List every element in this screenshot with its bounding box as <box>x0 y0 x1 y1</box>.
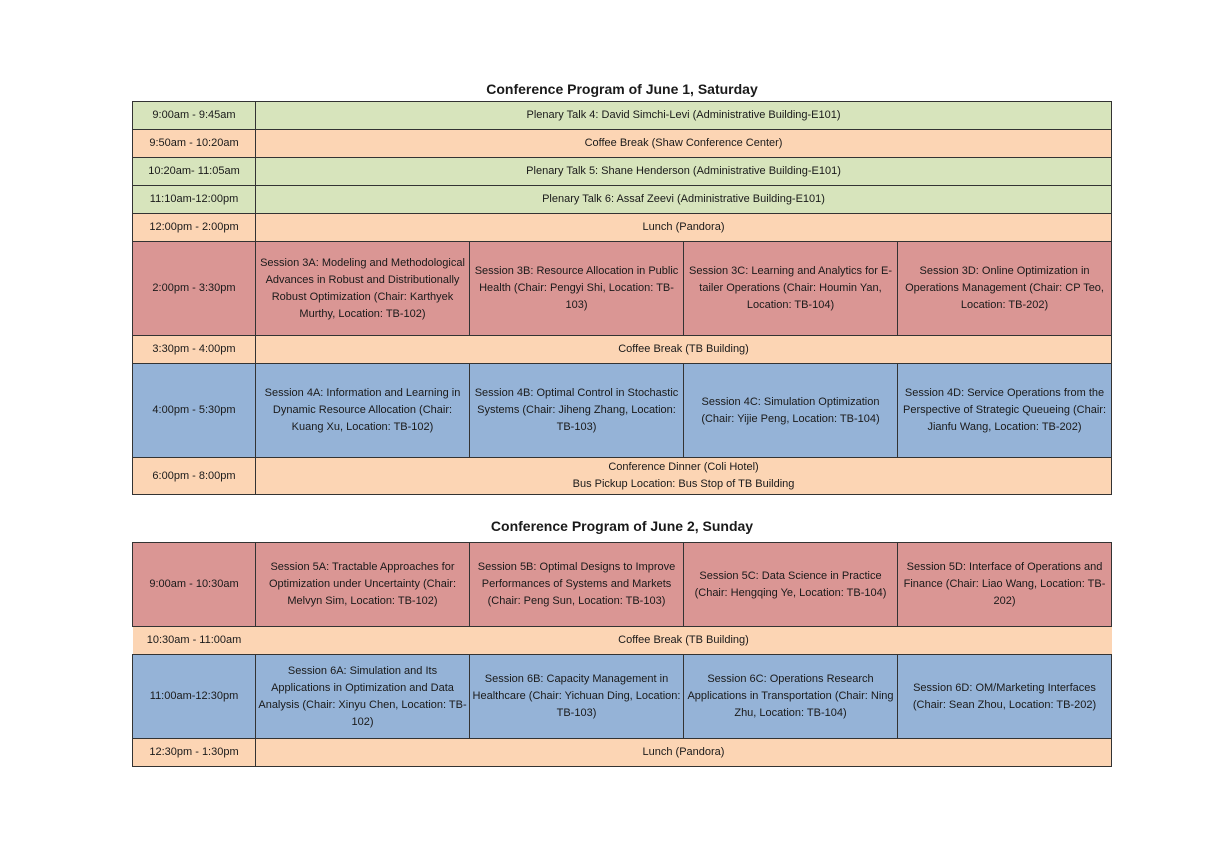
table-row <box>133 458 1112 495</box>
event-cell: Coffee Break (TB Building) <box>256 627 1112 655</box>
session-cell: Session 6D: OM/Marketing Interfaces (Chair: Sean Zhou, Location: TB-202) <box>898 655 1112 739</box>
time-cell: 6:00pm - 8:00pm <box>133 458 256 495</box>
event-cell <box>256 458 1112 495</box>
event-cell: Plenary Talk 6: Assaf Zeevi (Administrative Building-E101) <box>256 186 1112 214</box>
time-cell: 3:30pm - 4:00pm <box>133 336 256 364</box>
event-cell: Lunch (Pandora) <box>256 739 1112 767</box>
day2-schedule-table <box>132 542 1112 767</box>
table-row <box>133 214 1112 242</box>
session-cell: Session 3A: Modeling and Methodological Advances in Robust and Distributionally Robust Optimization (Chair: Karthyek Murthy, Location: TB-102) <box>256 242 470 336</box>
table-row <box>133 543 1112 627</box>
session-cell: Session 5B: Optimal Designs to Improve Performances of Systems and Markets (Chair: Peng Sun, Location: TB-103) <box>470 543 684 627</box>
session-cell: Session 5C: Data Science in Practice (Chair: Hengqing Ye, Location: TB-104) <box>684 543 898 627</box>
time-cell: 9:00am - 9:45am <box>133 102 256 130</box>
event-cell: Coffee Break (Shaw Conference Center) <box>256 130 1112 158</box>
time-cell: 12:00pm - 2:00pm <box>133 214 256 242</box>
session-cell: Session 5D: Interface of Operations and Finance (Chair: Liao Wang, Location: TB-202) <box>898 543 1112 627</box>
session-cell: Session 3B: Resource Allocation in Public Health (Chair: Pengyi Shi, Location: TB-103) <box>470 242 684 336</box>
table-row <box>133 130 1112 158</box>
session-cell: Session 4D: Service Operations from the Perspective of Strategic Queueing (Chair: Jianfu Wang, Location: TB-202) <box>898 364 1112 458</box>
time-cell: 11:00am-12:30pm <box>133 655 256 739</box>
time-cell: 12:30pm - 1:30pm <box>133 739 256 767</box>
table-row <box>133 627 1112 655</box>
table-row <box>133 242 1112 336</box>
session-cell: Session 4B: Optimal Control in Stochastic Systems (Chair: Jiheng Zhang, Location: TB-103) <box>470 364 684 458</box>
table-row <box>133 186 1112 214</box>
time-cell: 10:30am - 11:00am <box>133 627 256 655</box>
table-row <box>133 158 1112 186</box>
table-row <box>133 655 1112 739</box>
day2-title: Conference Program of June 2, Sunday <box>490 518 754 534</box>
bus-pickup-line: Bus Pickup Location: Bus Stop of TB Building <box>572 478 795 490</box>
table-row <box>133 364 1112 458</box>
table-row <box>133 739 1112 767</box>
session-cell: Session 6A: Simulation and Its Applications in Optimization and Data Analysis (Chair: Xinyu Chen, Location: TB-102) <box>256 655 470 739</box>
session-cell: Session 5A: Tractable Approaches for Optimization under Uncertainty (Chair: Melvyn Sim, Location: TB-102) <box>256 543 470 627</box>
time-cell: 2:00pm - 3:30pm <box>133 242 256 336</box>
time-cell: 4:00pm - 5:30pm <box>133 364 256 458</box>
time-cell: 10:20am- 11:05am <box>133 158 256 186</box>
time-cell: 9:50am - 10:20am <box>133 130 256 158</box>
session-cell: Session 3C: Learning and Analytics for E-tailer Operations (Chair: Houmin Yan, Location: TB-104) <box>684 242 898 336</box>
event-cell: Plenary Talk 4: David Simchi-Levi (Administrative Building-E101) <box>256 102 1112 130</box>
session-cell: Session 4C: Simulation Optimization (Chair: Yijie Peng, Location: TB-104) <box>684 364 898 458</box>
day1-schedule-table <box>132 101 1112 495</box>
session-cell: Session 6C: Operations Research Applications in Transportation (Chair: Ning Zhu, Location: TB-104) <box>684 655 898 739</box>
event-cell: Plenary Talk 5: Shane Henderson (Administrative Building-E101) <box>256 158 1112 186</box>
session-cell: Session 6B: Capacity Management in Healthcare (Chair: Yichuan Ding, Location: TB-103) <box>470 655 684 739</box>
session-cell: Session 3D: Online Optimization in Operations Management (Chair: CP Teo, Location: TB-202) <box>898 242 1112 336</box>
time-cell: 9:00am - 10:30am <box>133 543 256 627</box>
table-row <box>133 102 1112 130</box>
session-cell: Session 4A: Information and Learning in Dynamic Resource Allocation (Chair: Kuang Xu, Location: TB-102) <box>256 364 470 458</box>
event-cell: Coffee Break (TB Building) <box>256 336 1112 364</box>
dinner-line: Conference Dinner (Coli Hotel) <box>608 461 759 473</box>
day1-title: Conference Program of June 1, Saturday <box>486 81 758 97</box>
table-row <box>133 336 1112 364</box>
event-cell: Lunch (Pandora) <box>256 214 1112 242</box>
time-cell: 11:10am-12:00pm <box>133 186 256 214</box>
